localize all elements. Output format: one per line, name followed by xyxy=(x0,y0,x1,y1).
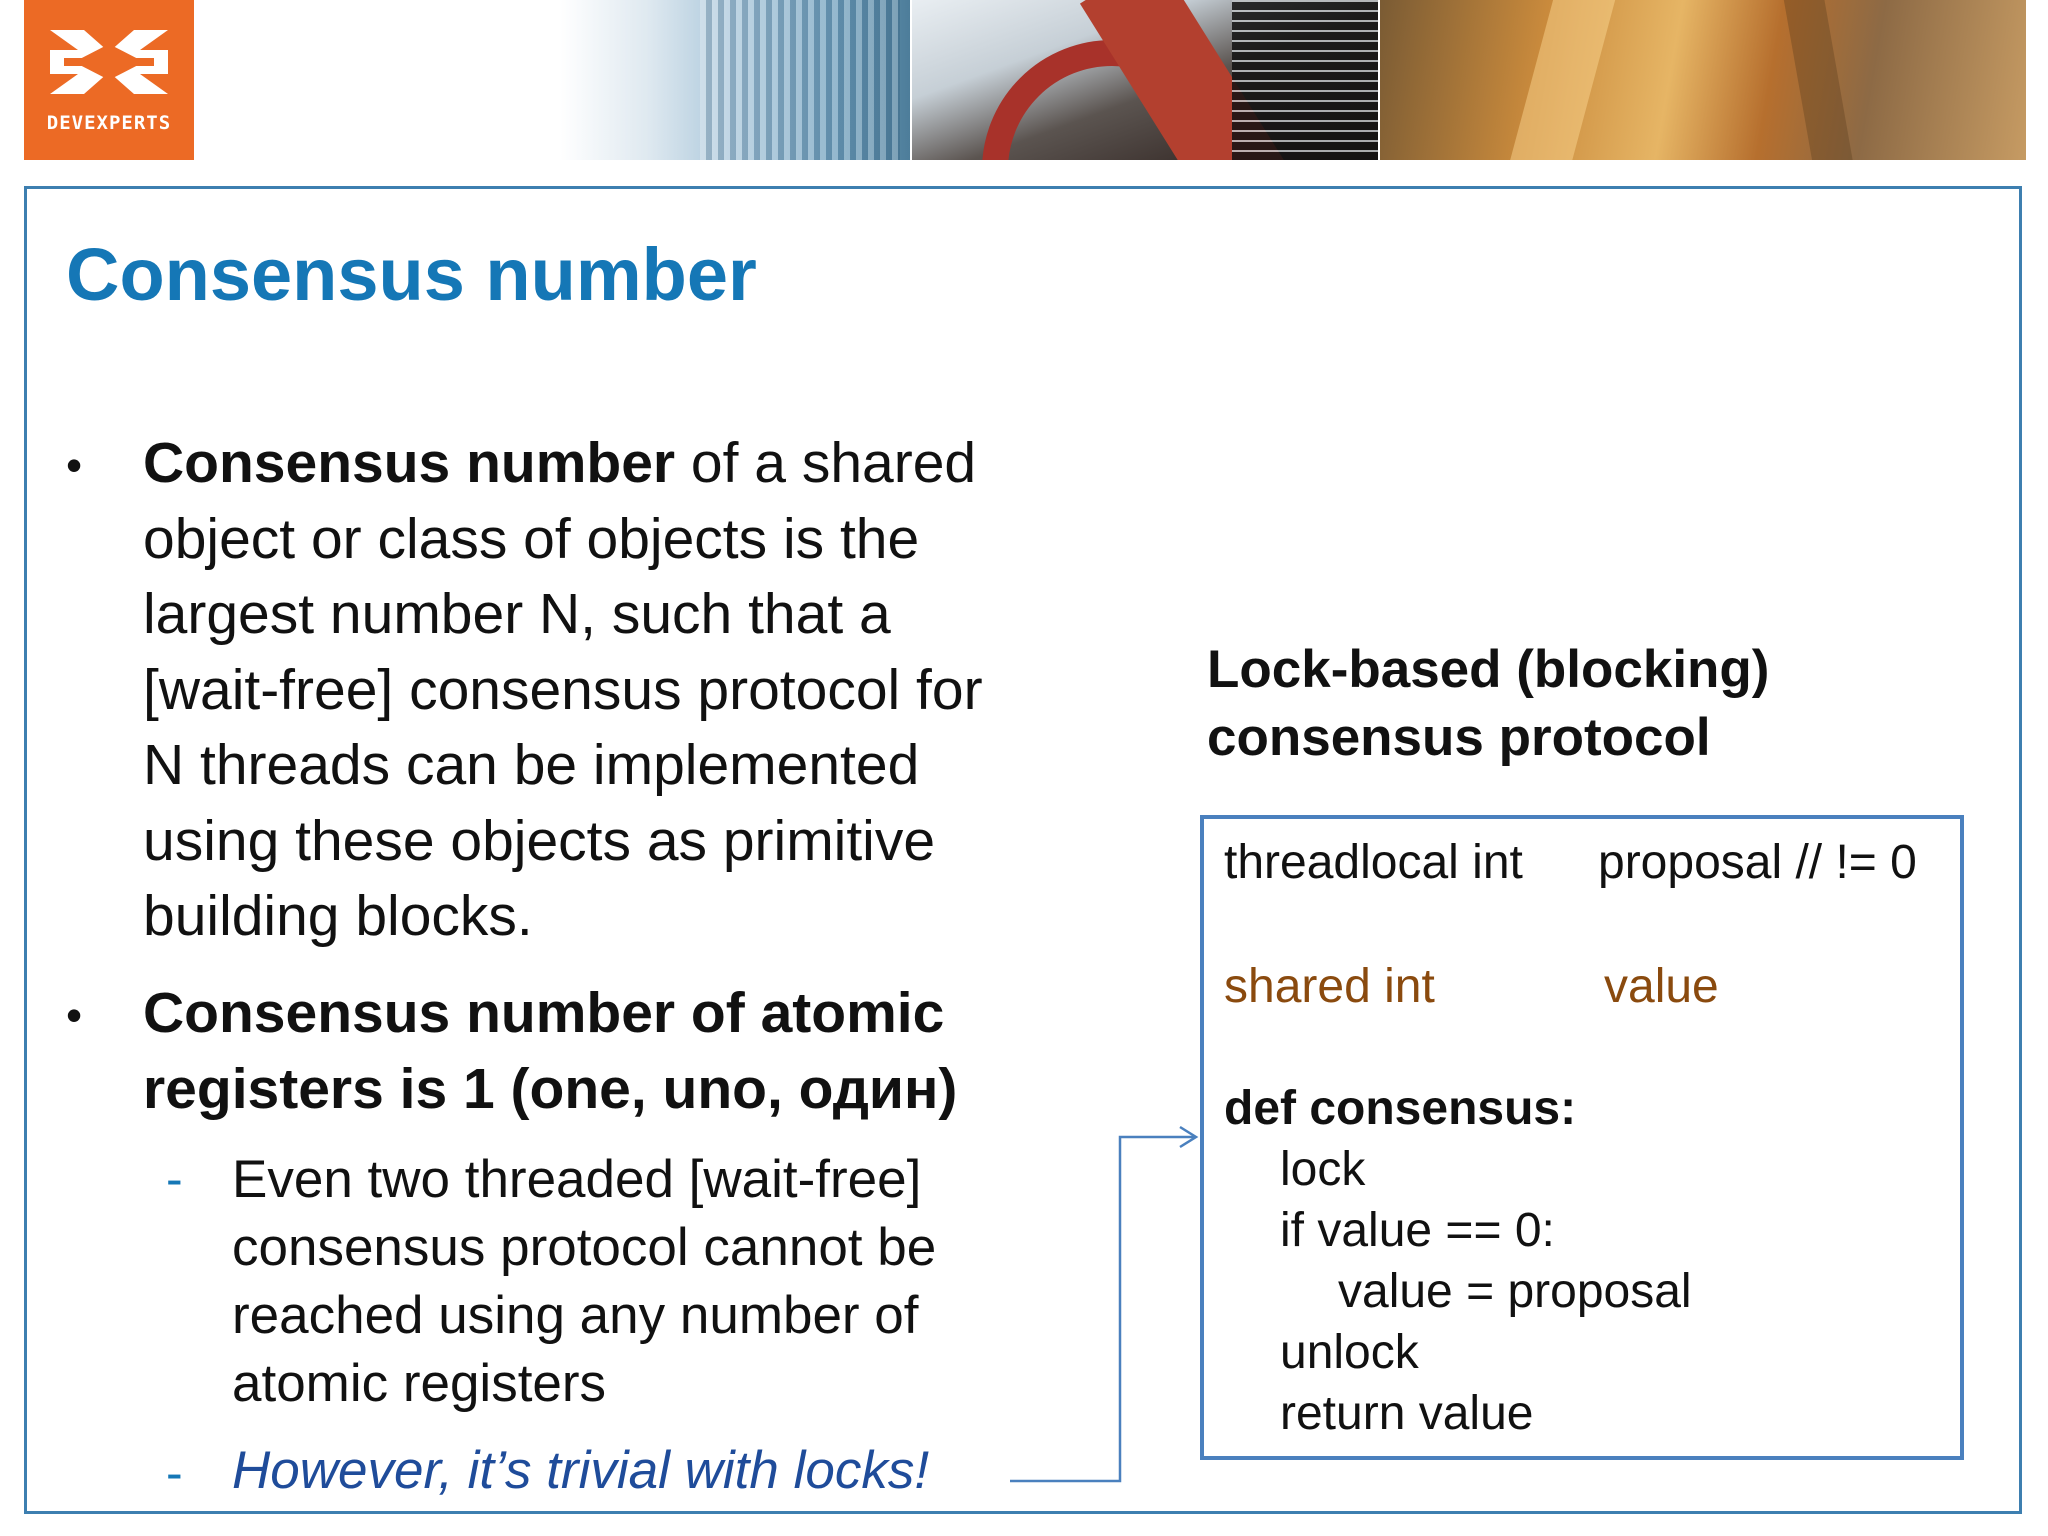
definition-line: using these objects as primitive xyxy=(143,808,936,873)
definition-line: of a shared xyxy=(675,431,977,495)
definition-line: object or class of objects is the xyxy=(143,506,920,571)
devexperts-logo xyxy=(24,0,194,160)
code-decl-value: value xyxy=(1604,960,1719,1013)
trivial-with-locks-note: However, it’s trivial with locks! xyxy=(232,1441,930,1500)
bold-term: Consensus number xyxy=(143,431,676,495)
code-line-return: return value xyxy=(1280,1387,1534,1440)
definition-line: building blocks. xyxy=(143,884,533,948)
code-line-assign: value = proposal xyxy=(1338,1265,1692,1318)
code-title xyxy=(1207,636,1769,772)
code-def-consensus: def consensus: xyxy=(1224,1082,1577,1135)
definition-line: largest number N, such that a xyxy=(143,582,891,646)
code-decl-shared: shared int xyxy=(1224,960,1435,1013)
sub-bullet-line: consensus protocol cannot be xyxy=(232,1218,937,1277)
code-title-line: consensus protocol xyxy=(1207,708,1711,767)
logo-text: DEVEXPERTS xyxy=(46,112,172,134)
bullet-atomic-registers xyxy=(143,976,957,1127)
bullet-symbol: • xyxy=(66,439,83,491)
sub-bullet-line: atomic registers xyxy=(232,1354,607,1413)
header-banner-image xyxy=(560,0,2026,160)
sub-bullet-line: Even two threaded [wait-free] xyxy=(232,1150,922,1209)
bullet-line: Consensus number of atomic xyxy=(143,981,945,1045)
dash-symbol: - xyxy=(166,1151,183,1207)
sub-bullet-line: reached using any number of xyxy=(232,1286,919,1345)
code-title-line: Lock-based (blocking) xyxy=(1207,640,1770,699)
header xyxy=(0,0,2048,165)
definition-line: [wait-free] consensus protocol for xyxy=(143,657,983,722)
code-box xyxy=(1200,815,1964,1460)
code-decl-proposal: proposal // != 0 xyxy=(1598,836,1917,889)
code-line-lock: lock xyxy=(1280,1143,1366,1196)
dash-symbol: - xyxy=(166,1445,183,1501)
code-line-unlock: unlock xyxy=(1280,1326,1419,1379)
bullet-symbol: • xyxy=(66,989,83,1041)
bullet-consensus-definition xyxy=(143,426,983,955)
definition-line: N threads can be implemented xyxy=(143,733,920,797)
code-decl-threadlocal: threadlocal int xyxy=(1224,836,1523,889)
slide-title: Consensus number xyxy=(66,233,757,316)
logo-mark-icon xyxy=(44,22,174,102)
code-line-if: if value == 0: xyxy=(1280,1204,1555,1257)
bullet-line: registers is 1 (one, uno, один) xyxy=(143,1056,958,1121)
sub-bullet-two-threads xyxy=(232,1146,936,1418)
